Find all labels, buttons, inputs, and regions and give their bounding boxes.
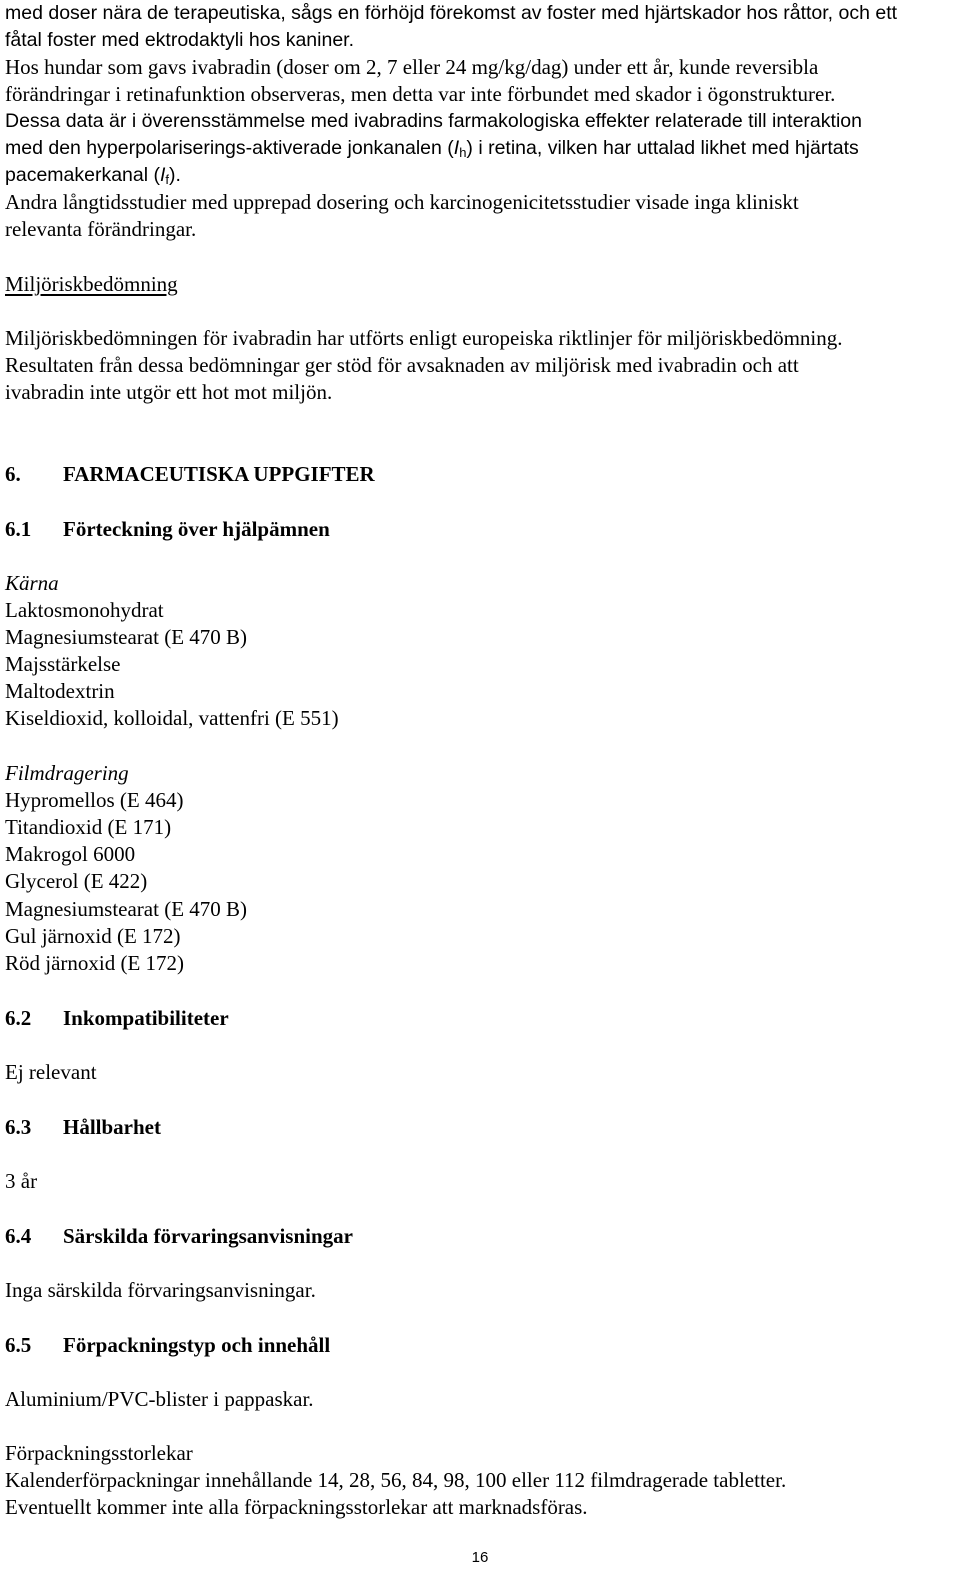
page-number: 16 — [471, 1549, 489, 1566]
section-number: 6.1 — [5, 517, 32, 541]
section-6-1-heading — [5, 516, 330, 543]
intro-line: förändringar i retinafunktion observeras, men detta var inte förbundet med skador i ögonstrukturer. — [5, 82, 836, 106]
intro-line: med doser nära de terapeutiska, sågs en förhöjd förekomst av foster med hjärtskador hos råttor, och ett — [5, 2, 898, 24]
section-number: 6.4 — [5, 1224, 32, 1248]
section-number: 6.5 — [5, 1333, 32, 1357]
section-title: Inkompatibiliteter — [63, 1006, 229, 1030]
karna-label: Kärna — [5, 571, 59, 595]
excipient-item: Makrogol 6000 — [5, 842, 136, 866]
section-number: 6. — [5, 462, 21, 486]
section-6-2-text: Ej relevant — [5, 1060, 97, 1084]
current-symbol: I — [160, 164, 166, 186]
section-title: Hållbarhet — [63, 1115, 161, 1139]
section-6-3-heading — [5, 1114, 161, 1141]
film-label: Filmdragering — [5, 761, 129, 785]
section-title: FARMACEUTISKA UPPGIFTER — [63, 462, 375, 486]
section-6-5-heading — [5, 1332, 330, 1359]
intro-line: Dessa data är i överensstämmelse med ivabradins farmakologiska effekter relaterade till interaktion — [5, 110, 862, 132]
excipient-item: Hypromellos (E 464) — [5, 788, 184, 812]
section-title: Förpackningstyp och innehåll — [63, 1333, 331, 1357]
pack-sizes-label: Förpackningsstorlekar — [5, 1441, 193, 1465]
section-6-3-text: 3 år — [5, 1169, 38, 1193]
env-heading: Miljöriskbedömning — [5, 272, 178, 296]
pack-sizes-line: Kalenderförpackningar innehållande 14, 28, 56, 84, 98, 100 eller 112 filmdragerade tabletter. — [5, 1468, 787, 1492]
section-title: Förteckning över hjälpämnen — [63, 517, 330, 541]
env-line: Resultaten från dessa bedömningar ger stöd för avsaknaden av miljörisk med ivabradin och att — [5, 353, 799, 377]
section-6-5-text: Aluminium/PVC-blister i pappaskar. — [5, 1387, 314, 1411]
section-6-heading — [5, 461, 375, 488]
env-line: Miljöriskbedömningen för ivabradin har utförts enligt europeiska riktlinjer för miljöriskbedömning. — [5, 326, 843, 350]
intro-line-if — [5, 162, 181, 189]
excipient-item: Röd järnoxid (E 172) — [5, 951, 185, 975]
intro-line: Hos hundar som gavs ivabradin (doser om 2, 7 eller 24 mg/kg/dag) under ett år, kunde reversibla — [5, 55, 819, 79]
section-6-4-heading — [5, 1223, 353, 1250]
excipient-item: Magnesiumstearat (E 470 B) — [5, 625, 248, 649]
excipient-item: Magnesiumstearat (E 470 B) — [5, 897, 248, 921]
current-subscript: h — [459, 145, 467, 160]
andra-line: Andra långtidsstudier med upprepad dosering och karcinogenicitetsstudier visade inga kliniskt — [5, 190, 799, 214]
excipient-item: Laktosmonohydrat — [5, 598, 164, 622]
intro-line-ih — [5, 135, 859, 162]
section-title: Särskilda förvaringsanvisningar — [63, 1224, 353, 1248]
current-symbol: I — [453, 137, 460, 159]
text: ) i retina, vilken har uttalad likhet med hjärtats — [466, 137, 859, 159]
excipient-item: Majsstärkelse — [5, 652, 121, 676]
env-line: ivabradin inte utgör ett hot mot miljön. — [5, 380, 333, 404]
section-6-2-heading — [5, 1005, 229, 1032]
excipient-item: Maltodextrin — [5, 679, 115, 703]
section-number: 6.3 — [5, 1115, 32, 1139]
section-number: 6.2 — [5, 1006, 32, 1030]
andra-line: relevanta förändringar. — [5, 217, 197, 241]
section-6-4-text: Inga särskilda förvaringsanvisningar. — [5, 1278, 316, 1302]
excipient-item: Gul järnoxid (E 172) — [5, 924, 181, 948]
excipient-item: Titandioxid (E 171) — [5, 815, 172, 839]
current-subscript: f — [165, 172, 170, 187]
text: med den hyperpolariserings-aktiverade jonkanalen ( — [5, 137, 454, 159]
text: pacemakerkanal ( — [5, 164, 160, 186]
pack-sizes-line: Eventuellt kommer inte alla förpackningsstorlekar att marknadsföras. — [5, 1495, 588, 1519]
excipient-item: Glycerol (E 422) — [5, 869, 148, 893]
intro-line: fåtal foster med ektrodaktyli hos kaniner. — [5, 29, 355, 51]
text: ). — [169, 164, 181, 186]
excipient-item: Kiseldioxid, kolloidal, vattenfri (E 551) — [5, 706, 339, 730]
